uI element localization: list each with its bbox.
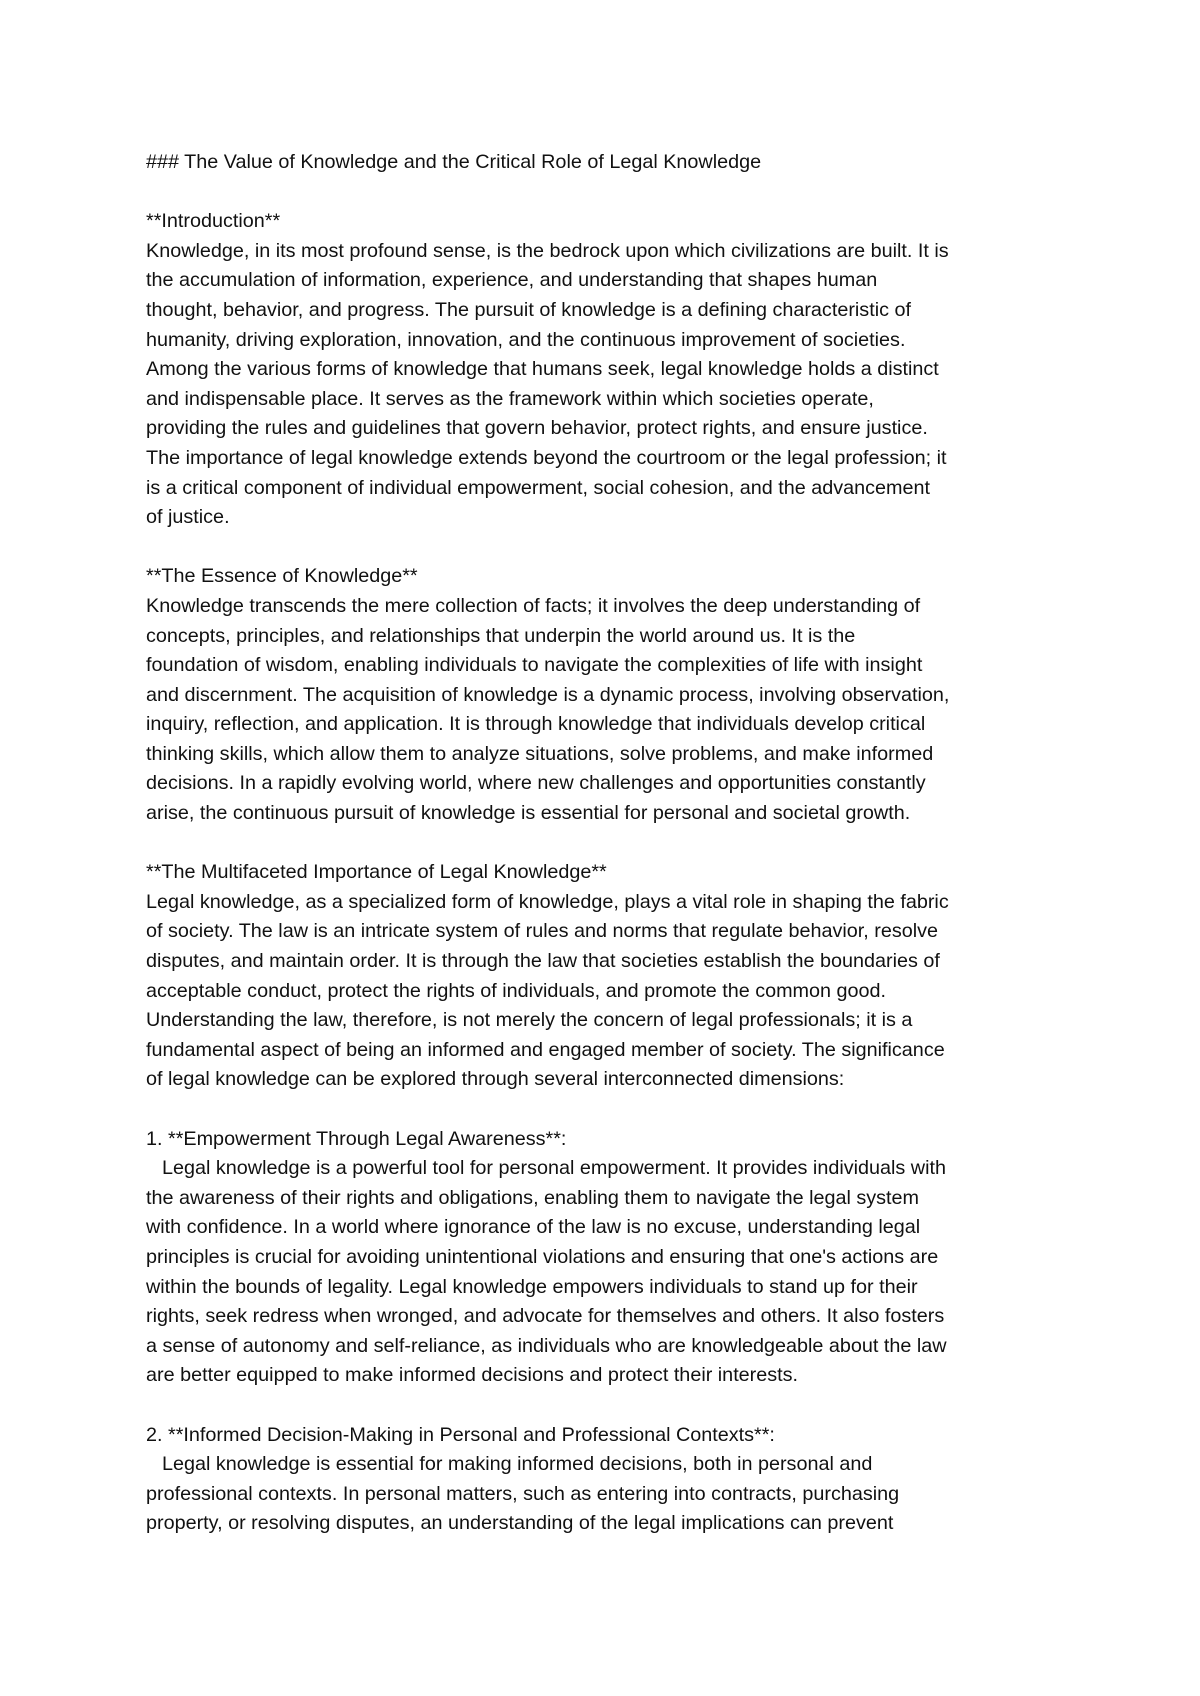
paragraph-line: Legal knowledge, as a specialized form of knowledge, plays a vital role in shaping the fabric [146,890,949,913]
paragraph-line: Knowledge transcends the mere collection of facts; it involves the deep understanding of [146,594,921,617]
spacer [146,1391,1076,1421]
paragraph-line: and indispensable place. It serves as the framework within which societies operate, [146,387,874,410]
section-heading-essence: **The Essence of Knowledge** [146,565,418,588]
paragraph-line: Understanding the law, therefore, is not merely the concern of legal professionals; it is a [146,1009,913,1032]
list-item-heading-empowerment: 1. **Empowerment Through Legal Awareness**: [146,1127,567,1150]
paragraph-line: the accumulation of information, experience, and understanding that shapes human [146,269,878,292]
paragraph-line: The importance of legal knowledge extends beyond the courtroom or the legal profession; it [146,446,947,469]
paragraph-line: the awareness of their rights and obligations, enabling them to navigate the legal system [146,1186,920,1209]
paragraph-line: property, or resolving disputes, an understanding of the legal implications can prevent [146,1512,894,1535]
paragraph-line: thinking skills, which allow them to analyze situations, solve problems, and make informed [146,742,934,765]
paragraph-line: and discernment. The acquisition of knowledge is a dynamic process, involving observation, [146,683,950,706]
spacer [146,1095,1076,1125]
paragraph-line: of justice. [146,506,230,529]
paragraph-line: of legal knowledge can be explored through several interconnected dimensions: [146,1068,845,1091]
paragraph-line: Legal knowledge is a powerful tool for personal empowerment. It provides individuals with [162,1157,946,1180]
paragraph-line: thought, behavior, and progress. The pursuit of knowledge is a defining characteristic of [146,298,911,321]
paragraph-line: Knowledge, in its most profound sense, is the bedrock upon which civilizations are built. It is [146,239,949,262]
paragraph-line: providing the rules and guidelines that govern behavior, protect rights, and ensure justice. [146,417,928,440]
paragraph-line: of society. The law is an intricate system of rules and norms that regulate behavior, resolve [146,920,939,943]
paragraph-line: with confidence. In a world where ignorance of the law is no excuse, understanding legal [146,1216,921,1239]
section-heading-multifaceted: **The Multifaceted Importance of Legal Knowledge** [146,861,607,884]
paragraph-line: a sense of autonomy and self-reliance, as individuals who are knowledgeable about the law [146,1334,947,1357]
paragraph-line: are better equipped to make informed decisions and protect their interests. [146,1364,799,1387]
paragraph-line: Among the various forms of knowledge that humans seek, legal knowledge holds a distinct [146,358,939,381]
spacer [146,829,1076,859]
paragraph-line: inquiry, reflection, and application. It is through knowledge that individuals develop critical [146,713,926,736]
paragraph-line: disputes, and maintain order. It is through the law that societies establish the boundaries of [146,950,940,973]
spacer [146,178,1076,208]
paragraph-line: concepts, principles, and relationships that underpin the world around us. It is the [146,624,856,647]
section-heading-introduction: **Introduction** [146,210,281,233]
paragraph-line: fundamental aspect of being an informed and engaged member of society. The significance [146,1038,945,1061]
paragraph-line: rights, seek redress when wronged, and advocate for themselves and others. It also fosters [146,1305,945,1328]
paragraph-line: arise, the continuous pursuit of knowledge is essential for personal and societal growth. [146,802,911,825]
paragraph-line: professional contexts. In personal matters, such as entering into contracts, purchasing [146,1482,900,1505]
paragraph-line: acceptable conduct, protect the rights of individuals, and promote the common good. [146,979,887,1002]
spacer [146,533,1076,563]
paragraph-line: Legal knowledge is essential for making informed decisions, both in personal and [162,1453,873,1476]
paragraph-line: is a critical component of individual empowerment, social cohesion, and the advancement [146,476,930,499]
paragraph-line: foundation of wisdom, enabling individuals to navigate the complexities of life with insight [146,654,923,677]
document-title: ### The Value of Knowledge and the Critical Role of Legal Knowledge [146,151,762,173]
paragraph-line: humanity, driving exploration, innovation, and the continuous improvement of societies. [146,328,906,351]
paragraph-line: principles is crucial for avoiding unintentional violations and ensuring that one's actions are [146,1245,939,1268]
paragraph-line: within the bounds of legality. Legal knowledge empowers individuals to stand up for their [146,1275,918,1298]
paragraph-line: decisions. In a rapidly evolving world, where new challenges and opportunities constantly [146,772,926,795]
list-item-heading-decision-making: 2. **Informed Decision-Making in Personal and Professional Contexts**: [146,1423,775,1446]
document-body [146,148,1076,1539]
